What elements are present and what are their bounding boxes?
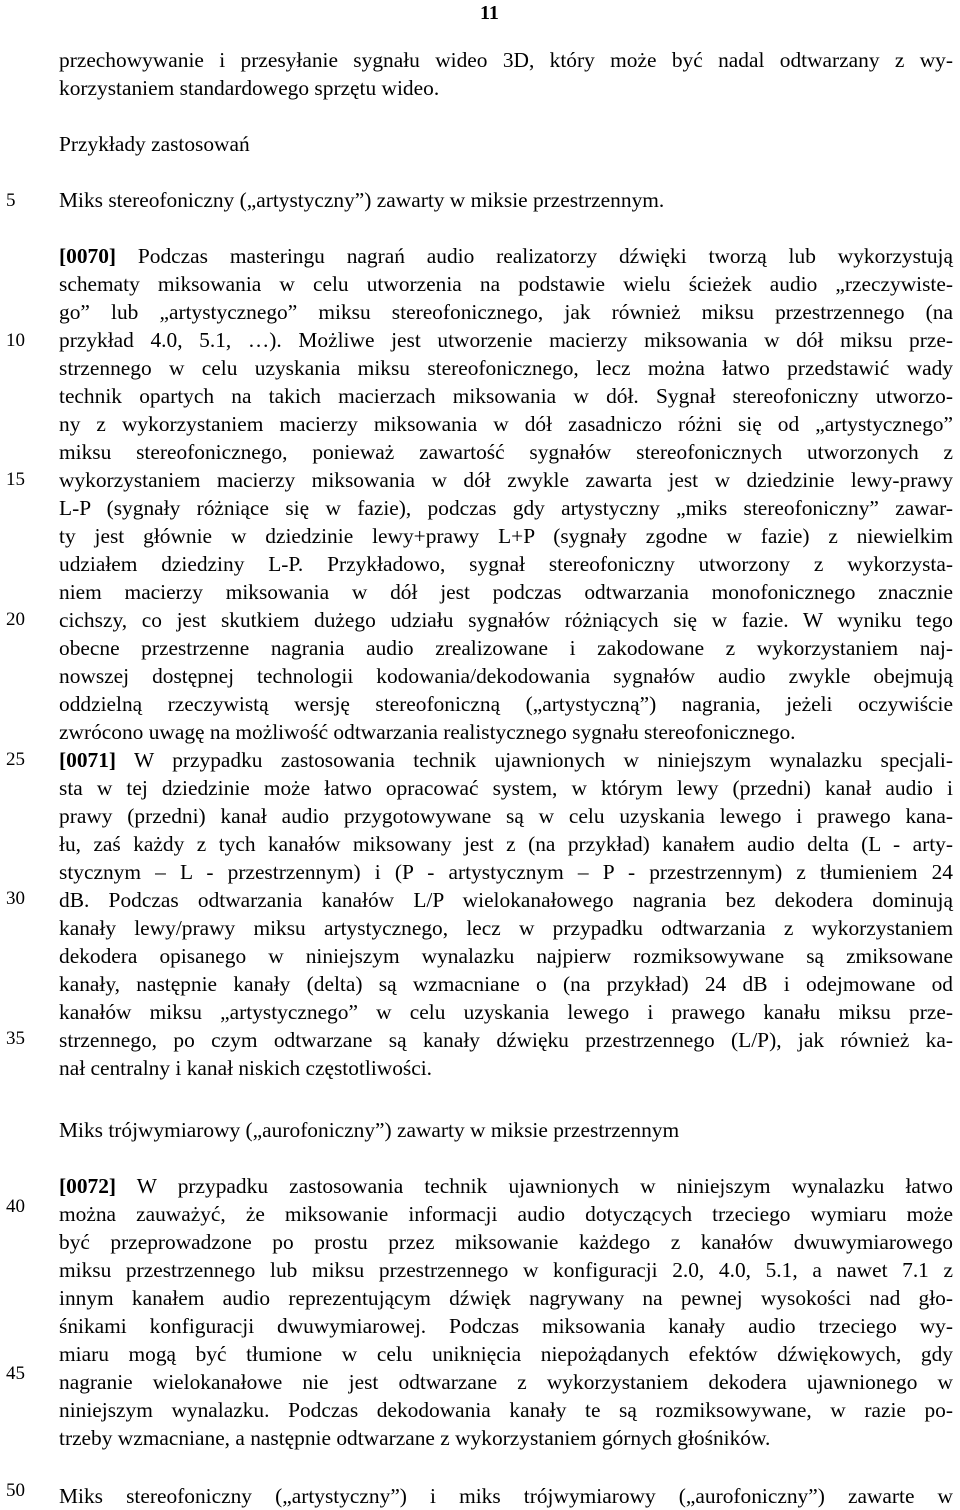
- text-line: nowszej dostępnej technologii kodowania/dekodowania sygnałów audio zwykle obejmują: [59, 664, 953, 688]
- text-line: ty jest głównie w dziedzinie lewy+prawy L+P (sygnały zgodne w fazie) z niewielkim: [59, 524, 953, 548]
- text-line: schematy miksowania w celu utworzenia na podstawie wielu ścieżek audio „rzeczywiste-: [59, 272, 953, 296]
- text-line: [59, 1172, 953, 1200]
- paragraph-number: [0070]: [59, 244, 117, 268]
- line-number: 15: [6, 469, 25, 490]
- text-line: Miks trójwymiarowy („aurofoniczny”) zawarty w miksie przestrzennym: [59, 1118, 680, 1142]
- text-line: Przykłady zastosowań: [59, 132, 250, 156]
- text-line: łu, zaś każdy z tych kanałów miksowany jest z (na przykład) kanałem audio delta (L - arty-: [59, 832, 953, 856]
- line-number: 30: [6, 888, 25, 909]
- text-line: cichszy, co jest skutkiem dużego udziału sygnałów różniących się w fazie. W wyniku tego: [59, 608, 953, 632]
- text-line: przykład 4.0, 5.1, …). Możliwe jest utworzenie macierzy miksowania w dół miksu prze-: [59, 328, 953, 352]
- text-line: kanały lewy/prawy miksu artystycznego, lecz w przypadku odtwarzania z wykorzystaniem: [59, 916, 953, 940]
- text-line: dB. Podczas odtwarzania kanałów L/P wielokanałowego nagrania bez dekodera dominują: [59, 888, 953, 912]
- text-line-content: W przypadku zastosowania technik ujawnionych w niniejszym wynalazku łatwo: [116, 1174, 953, 1198]
- page-number: 11: [480, 2, 499, 24]
- text-line: przechowywanie i przesyłanie sygnału wideo 3D, który może być nadal odtwarzany z wy-: [59, 48, 953, 72]
- text-line: innym kanałem audio reprezentującym dźwięk nagrywany na pewnej wysokości nad gło-: [59, 1286, 953, 1310]
- text-line: niniejszym wynalazku. Podczas dekodowania kanały te są rozmiksowywane, w razie po-: [59, 1398, 953, 1422]
- line-number: 50: [6, 1480, 25, 1501]
- text-line: miksu przestrzennego lub miksu przestrzennego w konfiguracji 2.0, 4.0, 5.1, a nawet 7.1 z: [59, 1258, 953, 1282]
- text-line: obecne przestrzenne nagrania audio zrealizowane i zakodowane z wykorzystaniem naj-: [59, 636, 953, 660]
- text-line: trzeby wzmacniane, a następnie odtwarzane z wykorzystaniem górnych głośników.: [59, 1426, 771, 1450]
- text-line: stycznym – L - przestrzennym) i (P - artystycznym – P - przestrzennym) z tłumieniem 24: [59, 860, 953, 884]
- text-line: zwrócono uwagę na możliwość odtwarzania realistycznego sygnału stereofonicznego.: [59, 720, 796, 744]
- text-line: być przeprowadzone po prostu przez miksowanie każdego z kanałów dwuwymiarowego: [59, 1230, 953, 1254]
- line-number: 10: [6, 330, 25, 351]
- text-line: Miks stereofoniczny („artystyczny”) i miks trójwymiarowy („aurofoniczny”) zawarte w: [59, 1484, 953, 1508]
- text-line: miaru mogą być tłumione w celu uniknięcia niepożądanych efektów dźwiękowych, gdy: [59, 1342, 953, 1366]
- text-line: wykorzystaniem macierzy miksowania w dół zwykle zawarta jest w dziedzinie lewy-prawy: [59, 468, 953, 492]
- text-line: sta w tej dziedzinie może łatwo opracować system, w którym lewy (przedni) kanał audio i: [59, 776, 953, 800]
- paragraph-number: [0071]: [59, 748, 117, 772]
- paragraph-number: [0072]: [59, 1174, 117, 1198]
- text-line: miksu stereofonicznego, ponieważ zawartość sygnałów stereofonicznych utworzonych z: [59, 440, 953, 464]
- text-line: [59, 242, 953, 270]
- text-line: kanałów miksu „artystycznego” w celu uzyskania lewego i prawego kanału miksu prze-: [59, 1000, 953, 1024]
- text-line: dekodera opisanego w niniejszym wynalazku najpierw rozmiksowywane są zmiksowane: [59, 944, 953, 968]
- text-line: oddzielną rzeczywistą wersję stereofoniczną („artystyczną”) nagrania, jeżeli oczywiście: [59, 692, 953, 716]
- line-number: 45: [6, 1363, 25, 1384]
- text-line: Miks stereofoniczny („artystyczny”) zawarty w miksie przestrzennym.: [59, 188, 665, 212]
- text-line: go” lub „artystycznego” miksu stereofonicznego, jak również miksu przestrzennego (na: [59, 300, 953, 324]
- line-number: 25: [6, 749, 25, 770]
- text-line: technik opartych na takich macierzach miksowania w dół. Sygnał stereofoniczny utworzo-: [59, 384, 953, 408]
- text-line: można zauważyć, że miksowanie informacji audio dotyczących trzeciego wymiaru może: [59, 1202, 953, 1226]
- line-number: 20: [6, 609, 25, 630]
- line-number: 40: [6, 1196, 25, 1217]
- line-number: 5: [6, 190, 16, 211]
- text-line: korzystaniem standardowego sprzętu wideo.: [59, 76, 440, 100]
- text-line: niem macierzy miksowania w dół jest podczas odtwarzania monofonicznego znacznie: [59, 580, 953, 604]
- text-line: nał centralny i kanał niskich częstotliwości.: [59, 1056, 433, 1080]
- text-line: kanały, następnie kanały (delta) są wzmacniane o (na przykład) 24 dB i odejmowane od: [59, 972, 953, 996]
- text-line: nagranie wielokanałowe nie jest odtwarzane z wykorzystaniem dekodera ujawnionego w: [59, 1370, 953, 1394]
- text-line-content: W przypadku zastosowania technik ujawnionych w niniejszym wynalazku specjali-: [116, 748, 953, 772]
- line-number: 35: [6, 1028, 25, 1049]
- text-line: L-P (sygnały różniące się w fazie), podczas gdy artystyczny „miks stereofoniczny” zawar-: [59, 496, 953, 520]
- text-line: udziałem dziedziny L-P. Przykładowo, sygnał stereofoniczny utworzony z wykorzysta-: [59, 552, 953, 576]
- text-line-content: Podczas masteringu nagrań audio realizatorzy dźwięki tworzą lub wykorzystują: [116, 244, 953, 268]
- text-line: ny z wykorzystaniem macierzy miksowania w dół zasadniczo różni się od „artystycznego”: [59, 412, 953, 436]
- text-line: strzennego, po czym odtwarzane są kanały dźwięku przestrzennego (L/P), jak również ka-: [59, 1028, 953, 1052]
- text-line: prawy (przedni) kanał audio przygotowywane są w celu uzyskania lewego i prawego kana-: [59, 804, 953, 828]
- text-line: śnikami konfiguracji dwuwymiarowej. Podczas miksowania kanały audio trzeciego wy-: [59, 1314, 953, 1338]
- text-line: [59, 746, 953, 774]
- text-line: strzennego w celu uzyskania miksu stereofonicznego, lecz można łatwo przedstawić wady: [59, 356, 953, 380]
